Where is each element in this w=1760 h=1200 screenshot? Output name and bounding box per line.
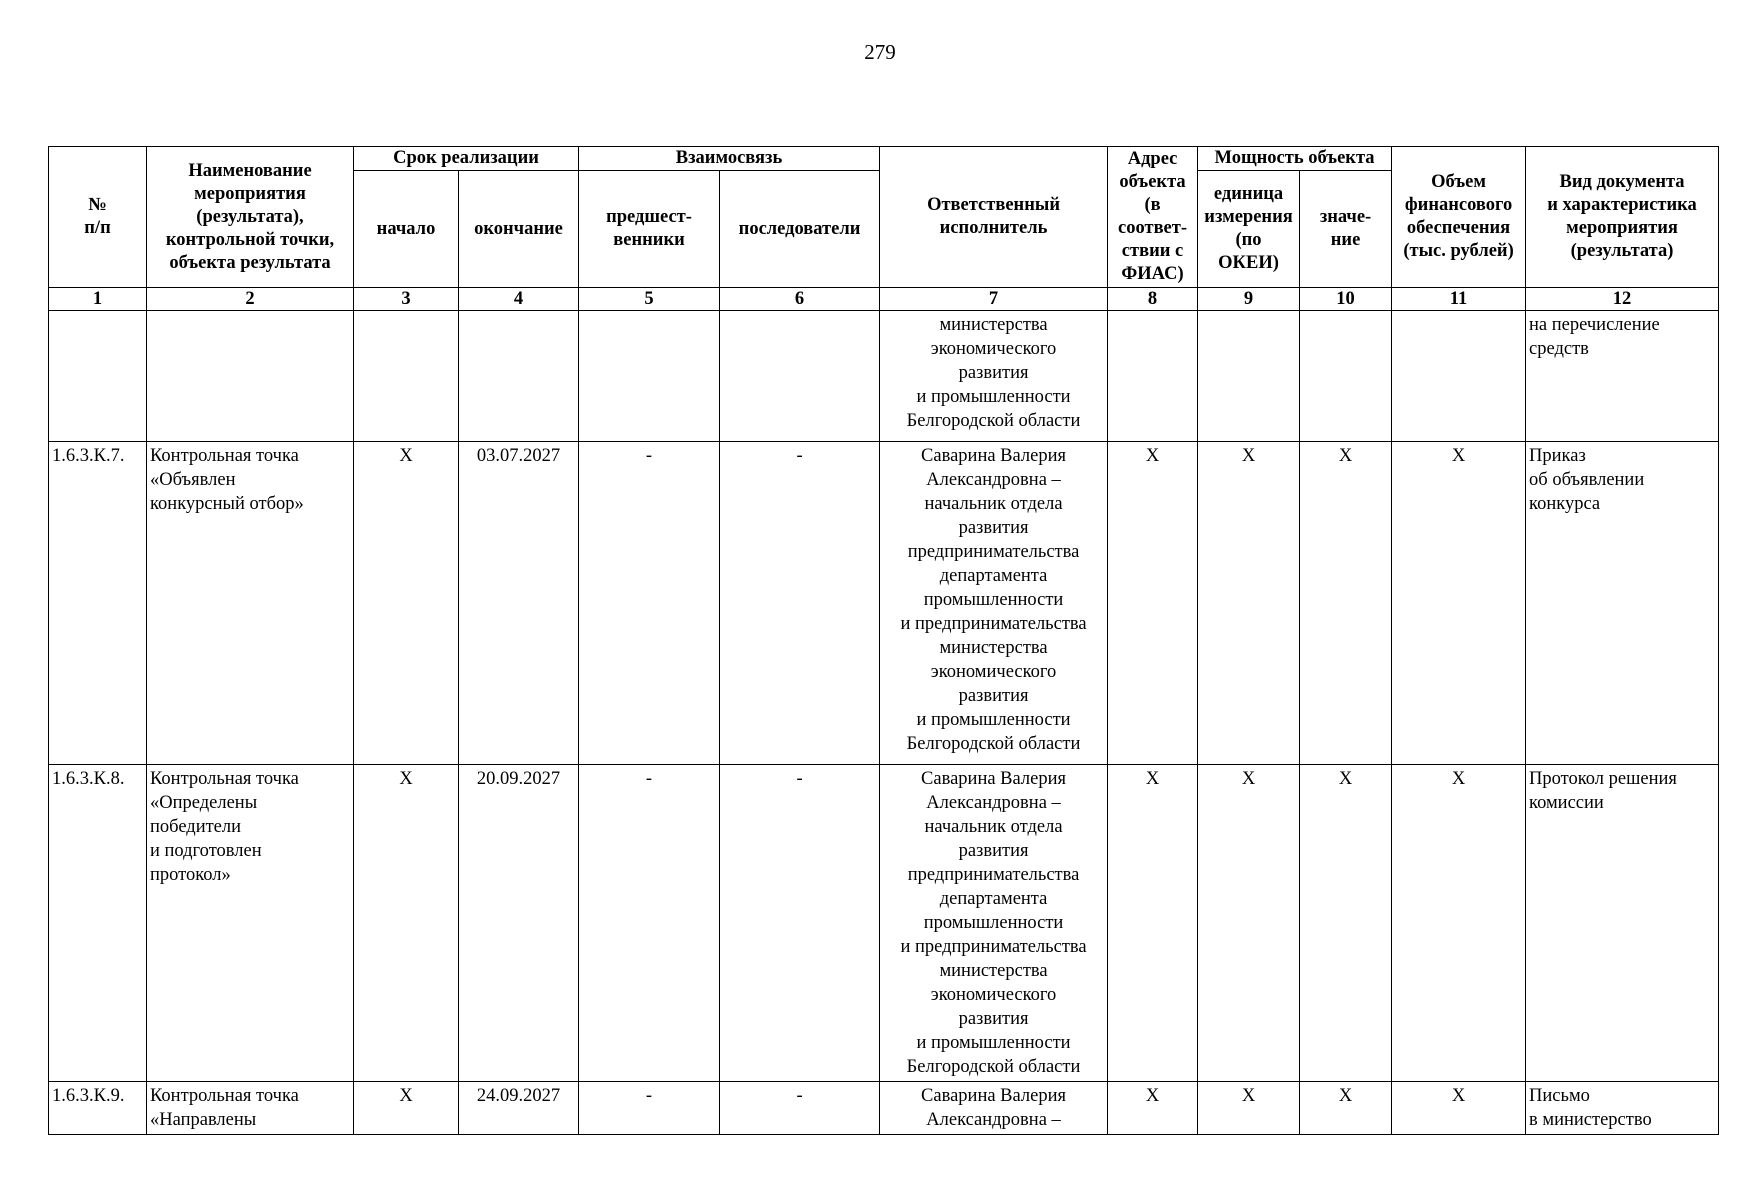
cell-unit — [1198, 311, 1300, 442]
column-numbers-row — [49, 288, 1719, 311]
header-link-prev: предшест- венники — [579, 171, 720, 288]
cell-unit: X — [1198, 442, 1300, 765]
cell-finance: X — [1392, 765, 1526, 1082]
column-number: 6 — [720, 288, 880, 311]
cell-name: Контрольная точка «Объявлен конкурсный отбор» — [147, 442, 354, 765]
column-number: 10 — [1300, 288, 1392, 311]
cell-prev: - — [579, 442, 720, 765]
header-num: № п/п — [49, 147, 147, 288]
cell-responsible: министерства экономического развития и промышленности Белгородской области — [880, 311, 1108, 442]
cell-value: X — [1300, 1082, 1392, 1135]
cell-document: Письмо в министерство — [1526, 1082, 1719, 1135]
table-row — [49, 1082, 1719, 1135]
implementation-plan-table — [48, 146, 1719, 1135]
cell-document: на перечисление средств — [1526, 311, 1719, 442]
cell-finance: X — [1392, 442, 1526, 765]
cell-unit: X — [1198, 765, 1300, 1082]
column-number: 5 — [579, 288, 720, 311]
header-finance: Объем финансового обеспечения (тыс. рублей) — [1392, 147, 1526, 288]
header-link: Взаимосвязь — [579, 147, 880, 171]
cell-end: 20.09.2027 — [459, 765, 579, 1082]
cell-value: X — [1300, 442, 1392, 765]
cell-start: X — [354, 765, 459, 1082]
cell-num: 1.6.3.К.7. — [49, 442, 147, 765]
cell-responsible: Саварина Валерия Александровна – начальник отдела развития предпринимательства департамента промышленности и предпринимательства министерства экономического развития и промышленности Белгородской области — [880, 442, 1108, 765]
cell-name: Контрольная точка «Определены победители и подготовлен протокол» — [147, 765, 354, 1082]
header-responsible: Ответственный исполнитель — [880, 147, 1108, 288]
page-number: 279 — [864, 40, 896, 64]
cell-address — [1108, 311, 1198, 442]
header-capacity-unit: единица измерения (по ОКЕИ) — [1198, 171, 1300, 288]
cell-num: 1.6.3.К.9. — [49, 1082, 147, 1135]
cell-name: Контрольная точка «Направлены — [147, 1082, 354, 1135]
column-number: 11 — [1392, 288, 1526, 311]
header-address: Адрес объекта (в соответ- ствии с ФИАС) — [1108, 147, 1198, 288]
cell-next: - — [720, 442, 880, 765]
cell-end: 24.09.2027 — [459, 1082, 579, 1135]
cell-value: X — [1300, 765, 1392, 1082]
cell-unit: X — [1198, 1082, 1300, 1135]
table-row — [49, 765, 1719, 1082]
cell-next: - — [720, 1082, 880, 1135]
column-number: 1 — [49, 288, 147, 311]
header-capacity: Мощность объекта — [1198, 147, 1392, 171]
cell-end: 03.07.2027 — [459, 442, 579, 765]
cell-end — [459, 311, 579, 442]
column-number: 7 — [880, 288, 1108, 311]
cell-prev: - — [579, 1082, 720, 1135]
table-row — [49, 442, 1719, 765]
cell-address: X — [1108, 442, 1198, 765]
cell-name — [147, 311, 354, 442]
cell-next: - — [720, 765, 880, 1082]
cell-responsible: Саварина Валерия Александровна – начальник отдела развития предпринимательства департамента промышленности и предпринимательства министерства экономического развития и промышленности Белгородской области — [880, 765, 1108, 1082]
table-row — [49, 311, 1719, 442]
cell-finance: X — [1392, 1082, 1526, 1135]
column-number: 8 — [1108, 288, 1198, 311]
cell-start: X — [354, 1082, 459, 1135]
cell-value — [1300, 311, 1392, 442]
cell-address: X — [1108, 1082, 1198, 1135]
cell-num: 1.6.3.К.8. — [49, 765, 147, 1082]
cell-num — [49, 311, 147, 442]
cell-prev: - — [579, 765, 720, 1082]
cell-address: X — [1108, 765, 1198, 1082]
header-link-next: последователи — [720, 171, 880, 288]
header-name: Наименование мероприятия (результата), контрольной точки, объекта результата — [147, 147, 354, 288]
column-number: 4 — [459, 288, 579, 311]
header-term-start: начало — [354, 171, 459, 288]
cell-finance — [1392, 311, 1526, 442]
cell-start — [354, 311, 459, 442]
header-term-end: окончание — [459, 171, 579, 288]
cell-document: Приказ об объявлении конкурса — [1526, 442, 1719, 765]
cell-responsible: Саварина Валерия Александровна – — [880, 1082, 1108, 1135]
column-number: 12 — [1526, 288, 1719, 311]
cell-next — [720, 311, 880, 442]
cell-start: X — [354, 442, 459, 765]
cell-prev — [579, 311, 720, 442]
column-number: 3 — [354, 288, 459, 311]
column-number: 2 — [147, 288, 354, 311]
column-number: 9 — [1198, 288, 1300, 311]
header-capacity-value: значе- ние — [1300, 171, 1392, 288]
header-document: Вид документа и характеристика мероприятия (результата) — [1526, 147, 1719, 288]
header-term: Срок реализации — [354, 147, 579, 171]
cell-document: Протокол решения комиссии — [1526, 765, 1719, 1082]
